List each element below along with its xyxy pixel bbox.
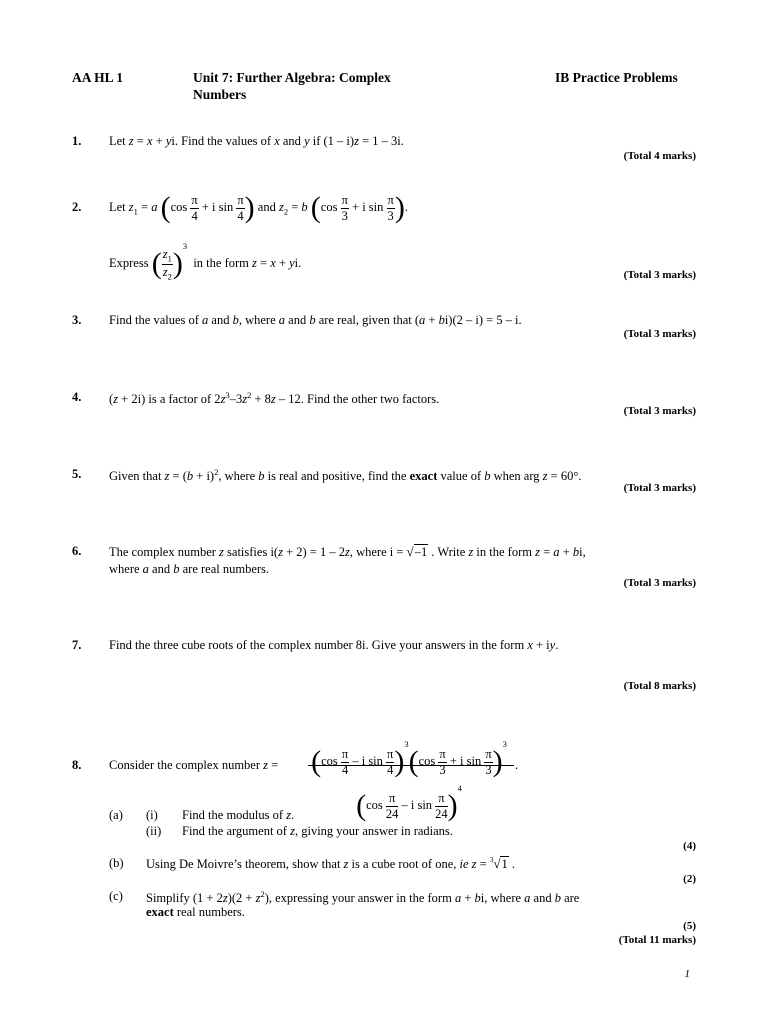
- question-7-text: Find the three cube roots of the complex number 8i. Give your answers in the form x + iy.: [109, 638, 559, 652]
- question-8c-line2: exact real numbers.: [146, 905, 245, 919]
- question-3-number: 3.: [72, 313, 82, 327]
- question-1-text: Let z = x + yi. Find the values of x and y if (1 – i)z = 1 – 3i.: [109, 134, 404, 148]
- question-5-number: 5.: [72, 467, 82, 481]
- question-7-marks: (Total 8 marks): [623, 680, 696, 692]
- document-type: IB Practice Problems: [555, 70, 678, 85]
- question-8-intro: Consider the complex number z =: [109, 758, 279, 772]
- question-4-text: (z + 2i) is a factor of $2z^3-3z^2 + 8z - 12$. Find the other two factors.: [109, 390, 440, 407]
- question-8b-text: Using De Moivre’s theorem, show that z is a cube root of one, ie z = $^3$√1 .: [146, 856, 515, 871]
- question-8c-line1: Simplify $(1 + 2z)(2 + z^2)$, expressing your answer in the form a + bi, where a and b are: [146, 889, 580, 906]
- question-8-number: 8.: [72, 758, 82, 772]
- question-2-marks: (Total 3 marks): [623, 269, 696, 281]
- question-5-text: Given that $z = (b + i)^2$, where b is real and positive, find the exact value of b when arg z = 60°.: [109, 467, 582, 484]
- question-6-marks: (Total 3 marks): [623, 577, 696, 589]
- question-2-line1: Let $z_1 = a$ (cos $\frac{\pi}{4}$ + i sin $\frac{\pi}{4}$ ) and $z_2 = b$ (cos $\frac{\pi}{3}$ + i sin $\frac{\pi}{3}$ ).: [109, 191, 408, 225]
- question-3-marks: (Total 3 marks): [623, 328, 696, 340]
- page-number: 1: [684, 968, 690, 980]
- question-7-number: 7.: [72, 638, 82, 652]
- question-3-text: Find the values of a and b, where a and b are real, given that (a + bi)(2 – i) = 5 – i.: [109, 313, 522, 327]
- question-2-number: 2.: [72, 200, 82, 214]
- question-8c-marks: (5): [683, 920, 696, 932]
- question-8a-i-label: (i): [146, 808, 158, 822]
- question-8c-label: (c): [109, 889, 123, 903]
- question-2-line2: Express ( $\frac{z_1}{z_2}$ )$^3$ in the form z = x + yi.: [109, 241, 302, 282]
- question-4-number: 4.: [72, 390, 82, 404]
- question-5-marks: (Total 3 marks): [623, 482, 696, 494]
- course-code: AA HL 1: [72, 70, 124, 85]
- question-8-fraction-bar: [308, 765, 514, 766]
- unit-title-line1: Unit 7: Further Algebra: Complex: [193, 70, 391, 85]
- question-8b-marks: (2): [683, 873, 696, 885]
- question-6-line2: where a and b are real numbers.: [109, 562, 270, 576]
- question-8a-ii-text: Find the argument of z, giving your answer in radians.: [182, 824, 453, 838]
- question-4-marks: (Total 3 marks): [623, 405, 696, 417]
- question-8-numerator: (cos $\frac{\pi}{4}$ – i sin $\frac{\pi}{4}$ )$^3$(cos $\frac{\pi}{3}$ + i sin $\frac{\pi}{3}$ )$^3$: [311, 739, 507, 779]
- question-8-period: .: [515, 758, 519, 772]
- question-8a-label: (a): [109, 808, 123, 822]
- question-8-total-marks: (Total 11 marks): [618, 934, 696, 946]
- question-1-number: 1.: [72, 134, 82, 148]
- question-8a-ii-label: (ii): [146, 824, 162, 838]
- question-8a-i-text: Find the modulus of z.: [182, 808, 295, 822]
- question-1-marks: (Total 4 marks): [623, 150, 696, 162]
- unit-title-line2: Numbers: [193, 87, 247, 102]
- question-8a-marks: (4): [683, 840, 696, 852]
- question-8-denominator: (cos $\frac{\pi}{24}$ – i sin $\frac{\pi}{24}$ )$^4$: [356, 783, 462, 823]
- question-6-line1: The complex number z satisfies i(z + 2) = 1 – 2z, where i = √–1 . Write z in the form z = a + bi,: [109, 544, 586, 559]
- question-6-number: 6.: [72, 544, 82, 558]
- question-8b-label: (b): [109, 856, 124, 870]
